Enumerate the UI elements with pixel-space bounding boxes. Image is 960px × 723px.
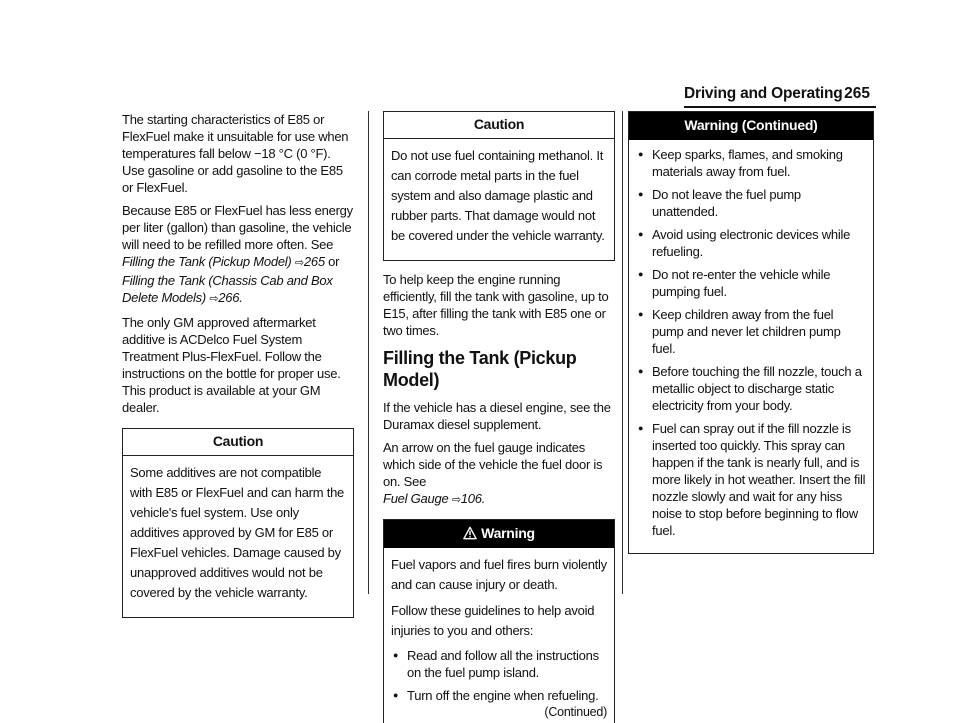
warning-text: Fuel vapors and fuel fires burn violently and can cause injury or death. (391, 557, 607, 592)
warning-box (383, 519, 615, 723)
section-title: Driving and Operating (684, 85, 843, 102)
bullet-item: ● Keep sparks, flames, and smoking materials away from fuel. (636, 146, 866, 180)
cross-reference-link[interactable]: Fuel Gauge (383, 491, 449, 506)
caution-title: Caution (384, 112, 614, 139)
page-number: 265 (844, 85, 870, 102)
bullet-item: ● Do not leave the fuel pump unattended. (636, 186, 866, 220)
page-ref-arrow-icon: ⇨ (209, 293, 219, 305)
caution-text: Some additives are not compatible with E85 or FlexFuel and can harm the vehicle's fuel system. Use only additives approved by GM for E85 or FlexFuel vehicles. Damage caused by unapproved additives would not be covered by the vehicle warranty. (130, 465, 345, 600)
paragraph: To help keep the engine running efficiently, fill the tank with gasoline, up to E15, after filling the tank with E85 one or two times. (383, 272, 609, 338)
caution-title: Caution (123, 429, 353, 456)
bullet-item: ● Do not re-enter the vehicle while pumping fuel. (636, 266, 866, 300)
continued-label: (Continued) (544, 705, 607, 719)
warning-text: Follow these guidelines to help avoid injuries to you and others: (391, 603, 595, 638)
paragraph: Because E85 or FlexFuel has less energy per liter (gallon) than gasoline, the vehicle will need to be refilled more often. See Filling the Tank (Pickup Model) ⇨265 or Filling the Tank (Chassis Cab and Box Delete Models) ⇨266. (122, 203, 353, 305)
warning-title: Warning (481, 525, 535, 541)
caution-box (383, 111, 615, 261)
paragraph: The only GM approved aftermarket additive is ACDelco Fuel System Treatment Plus-FlexFuel. Follow the instructions on the bottle for proper use. This product is available at your GM dealer. (122, 315, 341, 415)
page-ref-arrow-icon: ⇨ (451, 494, 461, 506)
warning-triangle-icon (463, 526, 477, 540)
caution-text: Do not use fuel containing methanol. It can corrode metal parts in the fuel system and also damage plastic and rubber parts. That damage would not be covered under the vehicle warranty. (391, 148, 605, 243)
page-ref-number[interactable]: 265 (303, 254, 325, 269)
column-2 (383, 111, 615, 723)
caution-box (122, 428, 354, 618)
header-rule (684, 106, 876, 108)
cross-reference-link[interactable]: Filling the Tank (Pickup Model) (122, 254, 292, 269)
column-3 (628, 111, 874, 564)
bullet-item: ● Before touching the fill nozzle, touch a metallic object to discharge static electricity from your body. (636, 363, 866, 414)
page-header (684, 82, 876, 106)
paragraph: The starting characteristics of E85 or FlexFuel make it unsuitable for use when temperatures fall below −18 °C (0 °F). Use gasoline or add gasoline to the E85 or FlexFuel. (122, 112, 349, 195)
warning-box-continued (628, 111, 874, 554)
column-divider-2 (622, 111, 623, 594)
warning-header: Warning (Continued) (629, 112, 873, 140)
column-divider-1 (368, 111, 369, 594)
cross-reference-link[interactable]: Filling the Tank (Chassis Cab and Box Delete Models) (122, 273, 333, 305)
paragraph: An arrow on the fuel gauge indicates which side of the vehicle the fuel door is on. See Fuel Gauge ⇨106. (383, 440, 603, 506)
warning-header (384, 520, 614, 548)
column-1 (122, 111, 354, 628)
bullet-item: ● Avoid using electronic devices while refueling. (636, 226, 866, 260)
page-ref-number[interactable]: 266 (218, 290, 240, 305)
paragraph: If the vehicle has a diesel engine, see the Duramax diesel supplement. (383, 400, 611, 432)
section-heading: Filling the Tank (Pickup Model) (383, 348, 577, 390)
bullet-item: ● Keep children away from the fuel pump and never let children pump fuel. (636, 306, 866, 357)
bullet-item: ● Fuel can spray out if the fill nozzle is inserted too quickly. This spray can happen if the tank is nearly full, and is more likely in hot weather. Insert the fill nozzle slowly and wait for any hiss noise to stop before beginning to flow fuel. (636, 420, 866, 539)
page-ref-arrow-icon: ⇨ (294, 257, 304, 269)
page-ref-number[interactable]: 106 (460, 491, 482, 506)
bullet-item: ● Turn off the engine when refueling. (391, 687, 607, 704)
bullet-item: ● Read and follow all the instructions on the fuel pump island. (391, 647, 607, 681)
